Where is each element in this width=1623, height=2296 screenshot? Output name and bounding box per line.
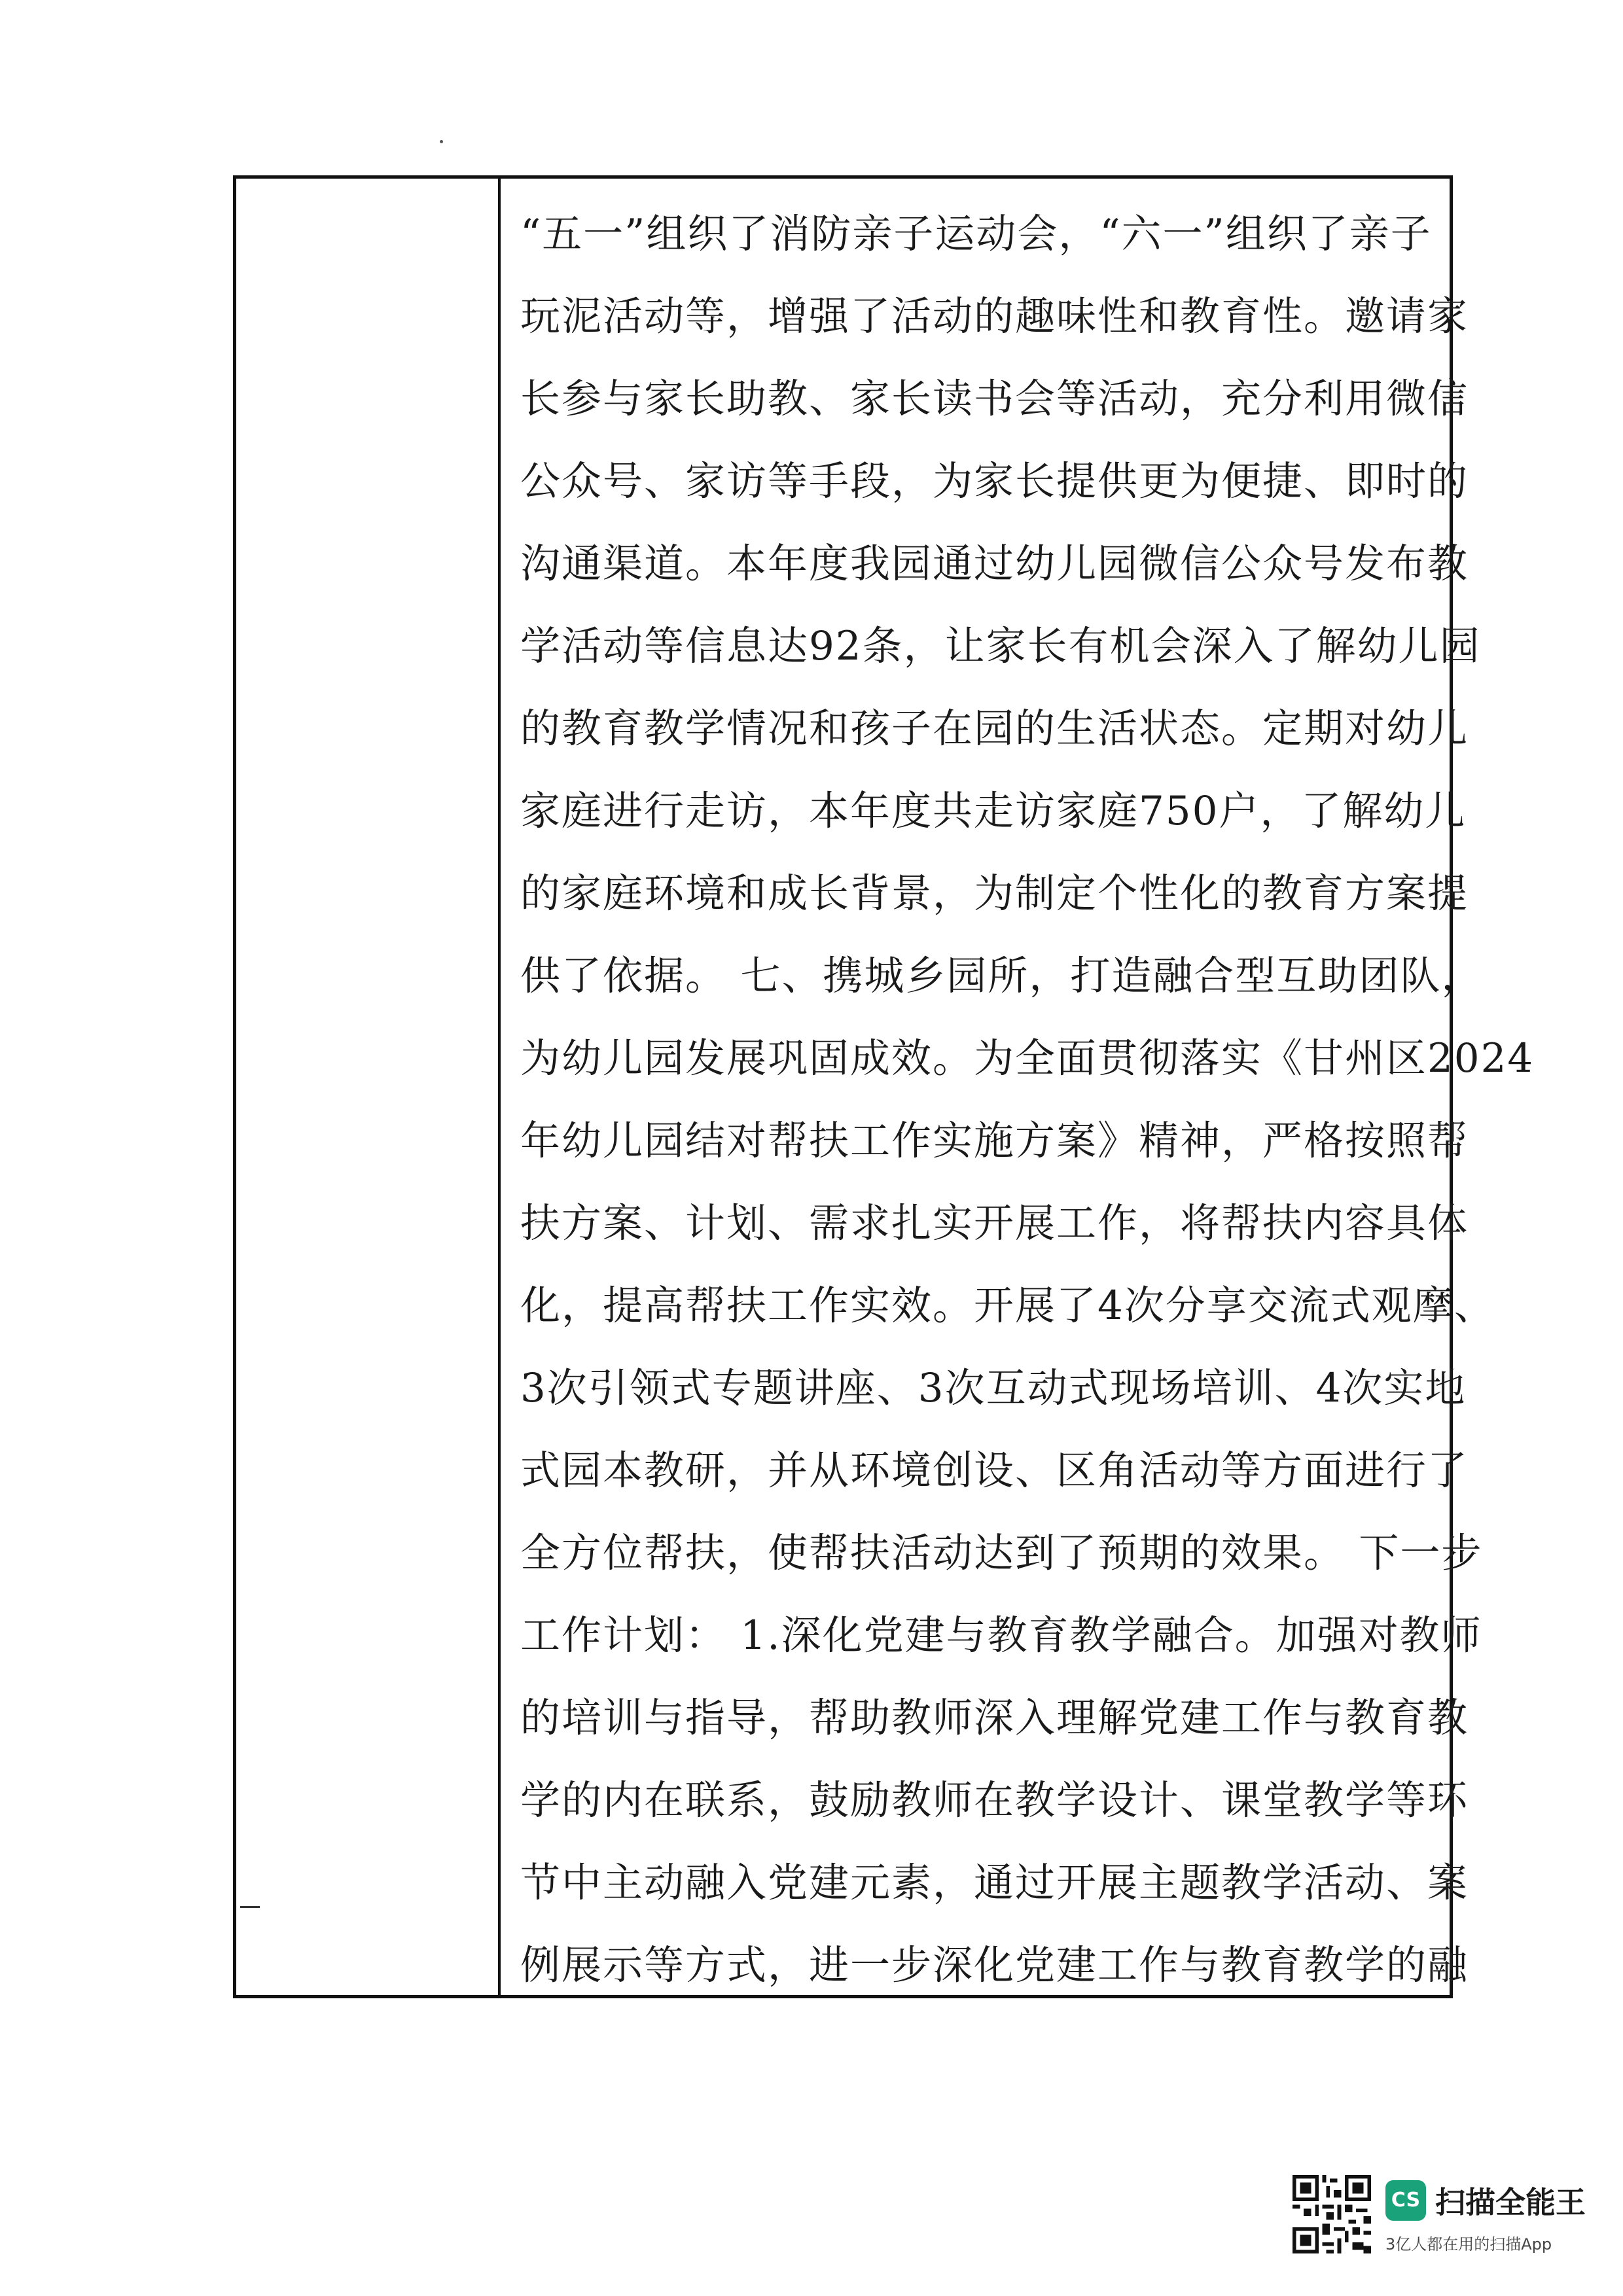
text-line: 的培训与指导，帮助教师深入理解党建工作与教育教	[520, 1695, 1469, 1741]
camscanner-logo: CS	[1385, 2180, 1426, 2221]
scanner-watermark	[1293, 2175, 1600, 2273]
text-line: 玩泥活动等，增强了活动的趣味性和教育性。邀请家	[520, 293, 1469, 340]
camscanner-name: 扫描全能王	[1435, 2185, 1586, 2220]
text-line: 扶方案、计划、需求扎实开展工作，将帮扶内容具体	[520, 1200, 1469, 1246]
table-left-cell	[236, 179, 498, 1995]
text-line: 学的内在联系，鼓励教师在教学设计、课堂教学等环	[520, 1777, 1469, 1824]
text-line: 沟通渠道。本年度我园通过幼儿园微信公众号发布教	[520, 540, 1469, 587]
text-line: 节中主动融入党建元素，通过开展主题教学活动、案	[520, 1860, 1469, 1906]
text-line: 例展示等方式，进一步深化党建工作与教育教学的融	[520, 1942, 1469, 1988]
text-line: 化，提高帮扶工作实效。开展了4次分享交流式观摩、	[520, 1282, 1495, 1329]
margin-tick	[240, 1906, 260, 1908]
text-line: 的家庭环境和成长背景，为制定个性化的教育方案提	[520, 870, 1469, 917]
text-line: 年幼儿园结对帮扶工作实施方案》精神，严格按照帮	[520, 1118, 1469, 1164]
text-line: 公众号、家访等手段，为家长提供更为便捷、即时的	[520, 458, 1469, 504]
text-line: 长参与家长助教、家长读书会等活动，充分利用微信	[520, 376, 1469, 422]
text-line: “五一”组织了消防亲子运动会，“六一”组织了亲子	[520, 211, 1432, 257]
text-line: 3次引领式专题讲座、3次互动式现场培训、4次实地	[520, 1365, 1467, 1411]
text-line: 供了依据。 七、携城乡园所，打造融合型互助团队，	[520, 953, 1483, 999]
qr-code-icon	[1293, 2175, 1371, 2253]
text-line: 工作计划： 1.深化党建与教育教学融合。加强对教师	[520, 1612, 1482, 1659]
stray-mark	[440, 140, 443, 143]
text-line: 全方位帮扶，使帮扶活动达到了预期的效果。 下一步	[520, 1530, 1483, 1576]
table-content-cell	[520, 193, 1535, 2007]
document-table	[233, 175, 1535, 1998]
text-line: 为幼儿园发展巩固成效。为全面贯彻落实《甘州区2024	[520, 1035, 1535, 1082]
camscanner-tagline: 3亿人都在用的扫描App	[1385, 2235, 1552, 2253]
text-line: 的教育教学情况和孩子在园的生活状态。定期对幼儿	[520, 705, 1469, 752]
text-line: 学活动等信息达92条，让家长有机会深入了解幼儿园	[520, 623, 1481, 669]
text-line: 式园本教研，并从环境创设、区角活动等方面进行了	[520, 1447, 1469, 1494]
table-column-divider	[498, 179, 501, 1995]
text-line: 家庭进行走访，本年度共走访家庭750户，了解幼儿	[520, 788, 1467, 834]
